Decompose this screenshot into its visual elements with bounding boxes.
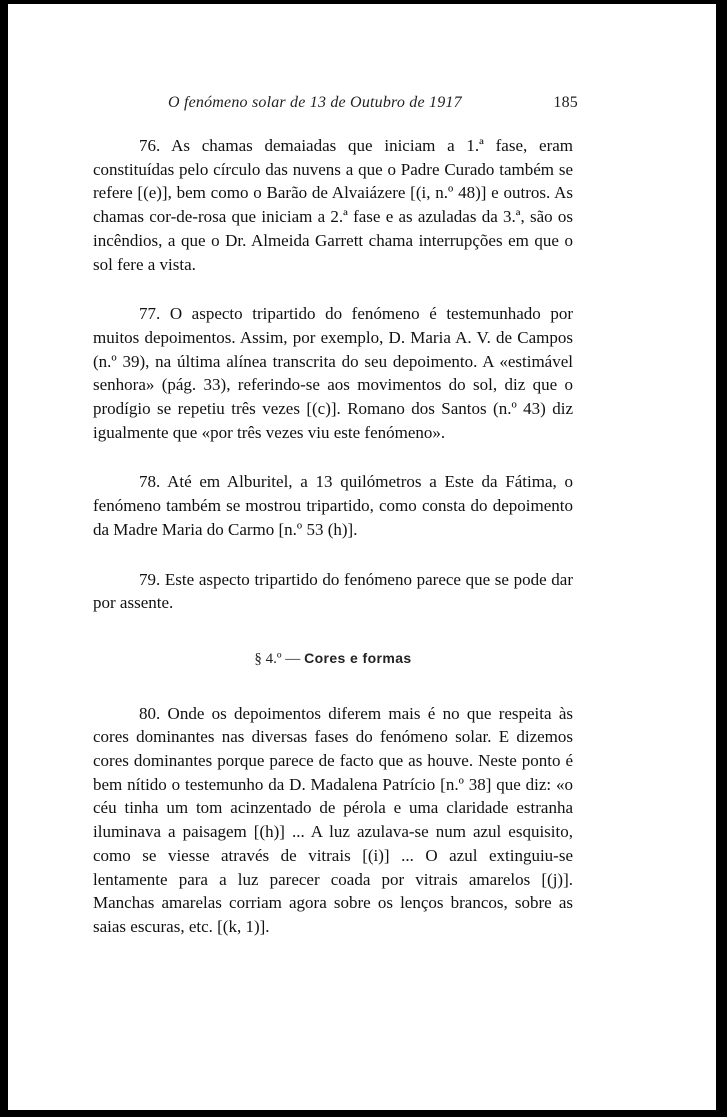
- paragraph-text: Até em Alburitel, a 13 quilómetros a Este da Fátima, o fenómeno também se mostrou tripartido, como consta do depoimento da Madre Maria do Carmo [n.º 53 (h)].: [93, 472, 574, 539]
- paragraph-76: [93, 134, 573, 276]
- paragraph-text: As chamas demaiadas que iniciam a 1.ª fase, eram constituídas pelo círculo das nuvens a que o Padre Curado também se refere [(e)], bem como o Barão de Alvaiázere [(i, n.º 48)] e outros. As chamas cor-de-rosa que iniciam a 2.ª fase e as azuladas da 3.ª, são os incêndios, a que o Dr. Almeida Garrett chama interrupções em que o sol fere a vista.: [93, 136, 574, 274]
- paragraph-number: 77.: [139, 304, 161, 324]
- paragraph-79: [93, 568, 573, 615]
- page-body: [93, 134, 573, 939]
- paragraph-number: 80.: [139, 703, 161, 723]
- section-title: Cores e formas: [304, 649, 412, 666]
- paragraph-number: 79.: [139, 569, 161, 589]
- paragraph-text: Onde os depoimentos diferem mais é no que respeita às cores dominantes nas diversas fases do fenómeno solar. E dizemos cores dominantes porque parece de facto que as houve. Neste ponto é bem nítido o testemunho da D. Madalena Patrício [n.º 38] que diz: «o céu tinha um tom acinzentado de pérola e uma claridade estranha iluminava a paisagem [(h)] ... A luz azulava-se num azul esquisito, como se viesse através de vitrais [(i)] ... O azul extinguiu-se lentamente para a luz parecer coada por vitrais amarelos [(j)]. Manchas amarelas corriam agora sobre os lenços brancos, sobre as saias escuras, etc. [(k, 1)].: [93, 703, 573, 936]
- paragraph-number: 76.: [139, 136, 161, 155]
- paragraph-80: [93, 702, 573, 939]
- running-header: [168, 94, 588, 112]
- paragraph-text: Este aspecto tripartido do fenómeno parece que se pode dar por assente.: [93, 569, 574, 613]
- paragraph-number: 78.: [139, 472, 161, 492]
- paragraph-77: [93, 302, 573, 444]
- book-page: [8, 4, 716, 1110]
- page-number: 185: [553, 94, 578, 111]
- section-heading: [93, 647, 573, 672]
- paragraph-text: O aspecto tripartido do fenómeno é testemunhado por muitos depoimentos. Assim, por exemplo, D. Maria A. V. de Campos (n.º 39), na última alínea transcrita do seu depoimento. A «estimável senhora» (pág. 33), referindo-se aos movimentos do sol, diz que o prodígio se repetiu três vezes [(c)]. Romano dos Santos (n.º 43) diz igualmente que «por três vezes viu este fenómeno».: [93, 304, 573, 442]
- section-label: § 4.º —: [254, 650, 301, 667]
- paragraph-78: [93, 470, 573, 541]
- running-title: O fenómeno solar de 13 de Outubro de 1917: [168, 94, 462, 111]
